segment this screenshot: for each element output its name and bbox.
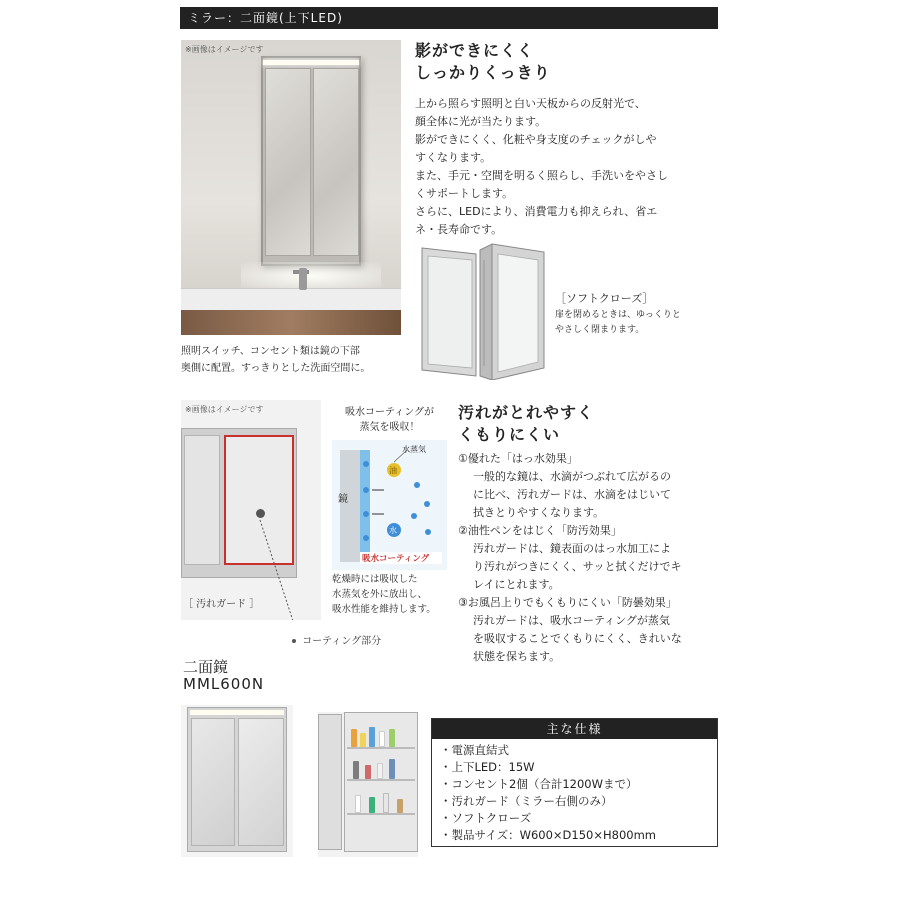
diagram-label-mirror: 鏡 [338, 494, 348, 505]
product-model: MML600N [183, 675, 265, 693]
softclose-illustration [418, 240, 548, 380]
feature-heading-lighting: 影ができにくく しっかりくっきり [415, 41, 551, 82]
product-photo [181, 705, 293, 857]
coating-diagram [332, 440, 447, 570]
spec-item: ・電源直結式 [440, 743, 509, 757]
feature-body-lighting: 上から照らす照明と白い天板からの反射光で、 顔全体に光が当たります。 影ができにくく、化粧や身支度のチェックがしや すくなります。 また、手元・空間を明るく照らし、手洗いをやさし くサポートします。 さらに、LEDにより、消費電力も抑えられ、省エ ネ・長寿命です。 [415, 97, 668, 236]
feature-list-antifog [458, 450, 720, 666]
feature-heading-antifog: 汚れがとれやすく くもりにくい [458, 403, 595, 444]
product-open-photo [318, 712, 418, 857]
softclose-caption: ［ソフトクローズ］ 扉を閉めるときは、ゆっくりと やさしく閉まります。 [555, 290, 720, 338]
feature-item: ①優れた「はっ水効果」 一般的な鏡は、水滴がつぶれて広がるの に比べ、汚れガードは、水滴をはじいて 拭きとりやすくなります。 [458, 452, 671, 519]
spec-item: ・汚れガード（ミラー右側のみ） [440, 794, 613, 808]
spec-item: ・上下LED：15W [440, 760, 535, 774]
diagram-label-coating: 吸水コーティング [362, 554, 430, 564]
hero-photo [181, 40, 401, 335]
feature-item: ③お風呂上りでもくもりにくい「防曇効果」 汚れガードは、吸水コーティングが蒸気 を吸収することでくもりにくく、きれいな 状態を保ちます。 [458, 596, 682, 663]
hero-caption: 照明スイッチ、コンセント類は鏡の下部 奥側に配置。すっきりとした洗面空間に。 [181, 346, 371, 374]
product-name: 二面鏡 [183, 658, 229, 676]
feature-item: ②油性ペンをはじく「防汚効果」 汚れガードは、鏡表面のはっ水加工によ り汚れがつきにくく、サッと拭くだけでキ レイにとれます。 [458, 524, 682, 591]
spec-item: ・コンセント2個（合計1200Wまで） [440, 777, 638, 791]
diagram-label-vapor: 水蒸気 [402, 445, 426, 454]
coating-guard-label: ［ 汚れガード ］ [183, 599, 260, 610]
coating-photo [181, 400, 321, 620]
softclose-title: ［ソフトクローズ］ [555, 292, 654, 305]
faucet-icon [299, 268, 307, 290]
coating-diagram-title: 吸水コーティングが 蒸気を吸収！ [345, 407, 434, 433]
spec-title: 主な仕様 [432, 719, 717, 739]
mirror-cabinet-illustration [261, 56, 361, 266]
coating-diagram-note: 乾燥時には吸収した 水蒸気を外に放出し、 吸水性能を維持します。 [332, 574, 436, 615]
coating-marker-icon [256, 509, 265, 518]
spec-item: ・製品サイズ：W600×D150×H800mm [440, 828, 656, 842]
spec-list [432, 739, 717, 844]
section-header-title: ミラー：二面鏡(上下LED) [188, 11, 343, 25]
spec-box [431, 718, 718, 847]
section-header [180, 7, 718, 29]
image-note-2: ※画像はイメージです [185, 405, 264, 414]
diagram-label-oil: 油 [389, 466, 397, 475]
image-note: ※画像はイメージです [185, 45, 264, 54]
spec-item: ・ソフトクローズ [440, 811, 532, 825]
diagram-label-water: 水 [389, 526, 397, 535]
coating-part-label: コーティング部分 [292, 632, 381, 647]
